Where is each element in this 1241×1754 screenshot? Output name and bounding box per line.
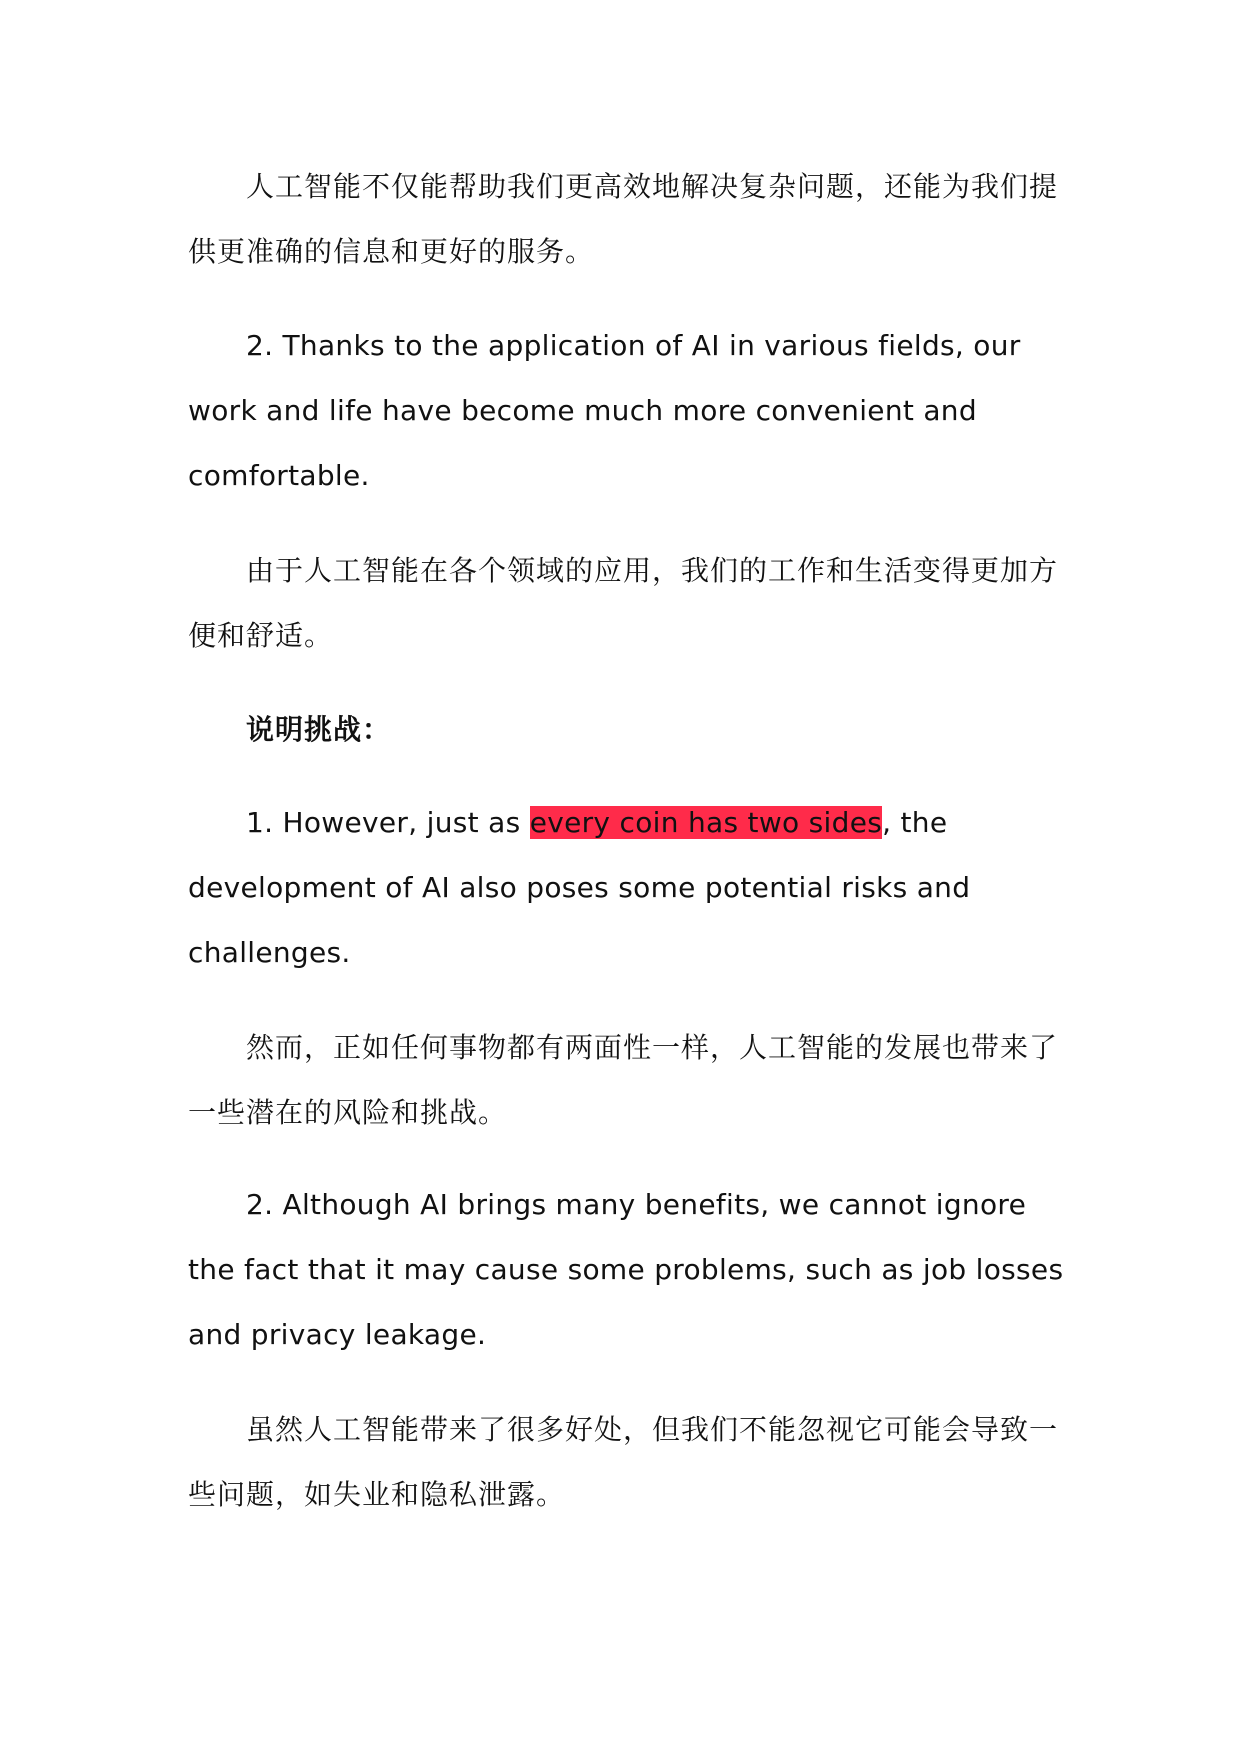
section-heading: 说明挑战： [246, 713, 392, 746]
paragraph-en-5-start: 1. However, just as [246, 806, 530, 839]
highlighted-phrase: every coin has two sides [529, 806, 883, 839]
paragraph-en-5 [188, 790, 1068, 985]
paragraph-en-5-end: , the development of AI also poses some potential risks and challenges. [188, 806, 971, 969]
paragraph-en-7: 2. Although AI brings many benefits, we cannot ignore the fact that it may cause some problems, such as job losses and privacy leakage. [188, 1188, 1064, 1351]
paragraph-cn-6: 然而，正如任何事物都有两面性一样，人工智能的发展也带来了一些潜在的风险和挑战。 [188, 1031, 1059, 1129]
paragraph-cn-3: 由于人工智能在各个领域的应用，我们的工作和生活变得更加方便和舒适。 [188, 554, 1059, 652]
paragraph-en-2: 2. Thanks to the application of AI in various fields, our work and life have become much more convenient and comfortable. [188, 329, 1021, 492]
paragraph-cn-1: 人工智能不仅能帮助我们更高效地解决复杂问题，还能为我们提供更准确的信息和更好的服务。 [188, 170, 1059, 268]
paragraph-cn-8: 虽然人工智能带来了很多好处，但我们不能忽视它可能会导致一些问题，如失业和隐私泄露。 [188, 1413, 1059, 1511]
